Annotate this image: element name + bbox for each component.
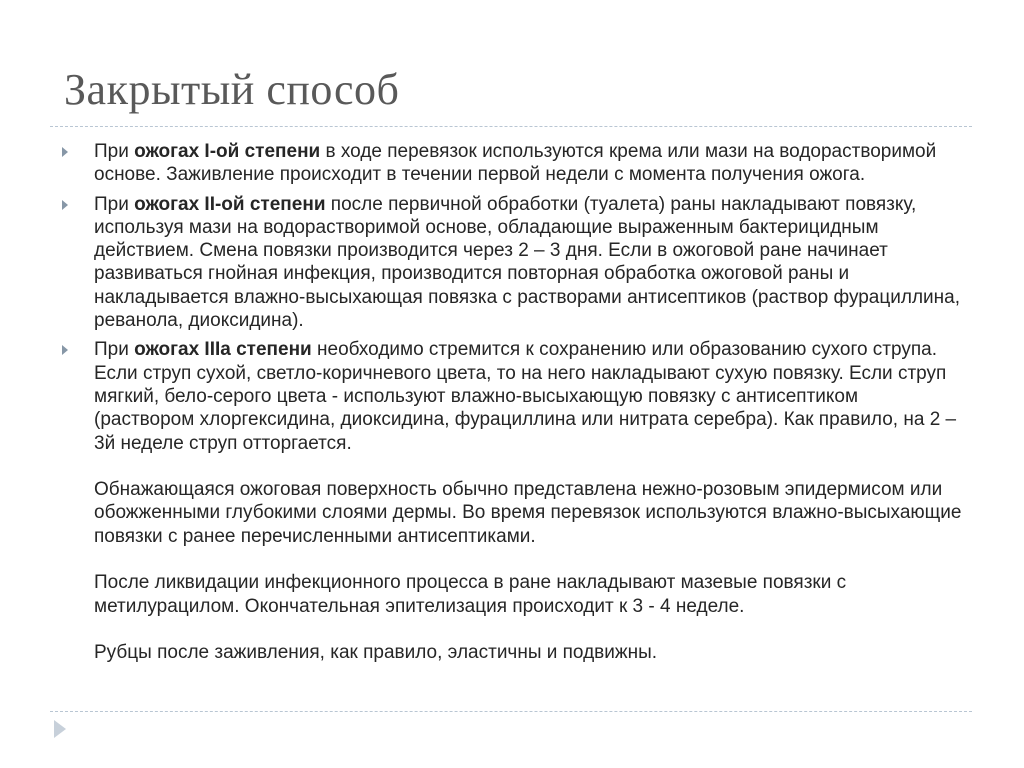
continuation-paragraph: После ликвидации инфекционного процесса в ране накладывают мазевые повязки с метилурацилом. Окончательная эпителизация происходит к 3 - 4 неделе. bbox=[94, 572, 847, 617]
bullet-item bbox=[62, 338, 962, 454]
bullet-text bbox=[94, 141, 936, 185]
bullet-prefix: При bbox=[94, 193, 135, 215]
triangle-nav-icon bbox=[54, 720, 66, 738]
bullet-body: необходимо стремится к сохранению или образованию сухого струпа. Если струп сухой, светло-коричневого цвета, то на него накладывают сухую повязку. Если струп мягкий, бело-серого цвета - используют влажно-высыхающую повязку с антисептиком (раствором хлоргексидина, диоксидина, фурациллина или нитрата серебра). Как правило, на 2 – 3й неделе струп отторгается. bbox=[94, 339, 957, 454]
bullet-bold-term: ожогах I-ой степени bbox=[134, 141, 321, 162]
bullet-body: в ходе перевязок используются крема или мази на водорастворимой основе. Заживление происходит в течении первой недели с момента получения ожога. bbox=[94, 141, 937, 186]
bullet-prefix: При bbox=[94, 339, 135, 361]
bullet-item bbox=[62, 193, 962, 333]
title-divider bbox=[50, 126, 972, 127]
bullet-bold-term: ожогах II-ой степени bbox=[134, 193, 326, 215]
footer-divider bbox=[50, 711, 972, 712]
triangle-bullet-icon bbox=[62, 345, 68, 355]
slide-title: Закрытый способ bbox=[64, 65, 400, 114]
bullet-body: после первичной обработки (туалета) раны накладывают повязку, используя мази на водорастворимой основе, обладающие выраженным бактерицидным действием. Смена повязки производится через 2 – 3 дня. Если в ожоговой ране начинает развиваться гнойная инфекция, производится повторная обработка ожоговой раны и накладывается влажно-высыхающая повязка с растворами антисептиков (раствор фурациллина, реванола, диоксидина). bbox=[94, 193, 960, 332]
bullet-text bbox=[94, 194, 960, 331]
bullet-prefix: При bbox=[94, 141, 135, 162]
triangle-bullet-icon bbox=[62, 147, 68, 157]
triangle-bullet-icon bbox=[62, 200, 68, 210]
bullet-text bbox=[94, 339, 956, 453]
bullet-item bbox=[62, 140, 962, 187]
continuation-paragraph: Рубцы после заживления, как правило, эластичны и подвижны. bbox=[94, 642, 658, 664]
continuation-paragraph: Обнажающаяся ожоговая поверхность обычно представлена нежно-розовым эпидермисом или обожженными глубокими слоями дермы. Во время перевязок используются влажно-высыхающие повязки с ранее перечисленными антисептиками. bbox=[94, 479, 962, 547]
slide-content bbox=[62, 140, 962, 665]
bullet-bold-term: ожогах IIIа степени bbox=[134, 339, 312, 361]
